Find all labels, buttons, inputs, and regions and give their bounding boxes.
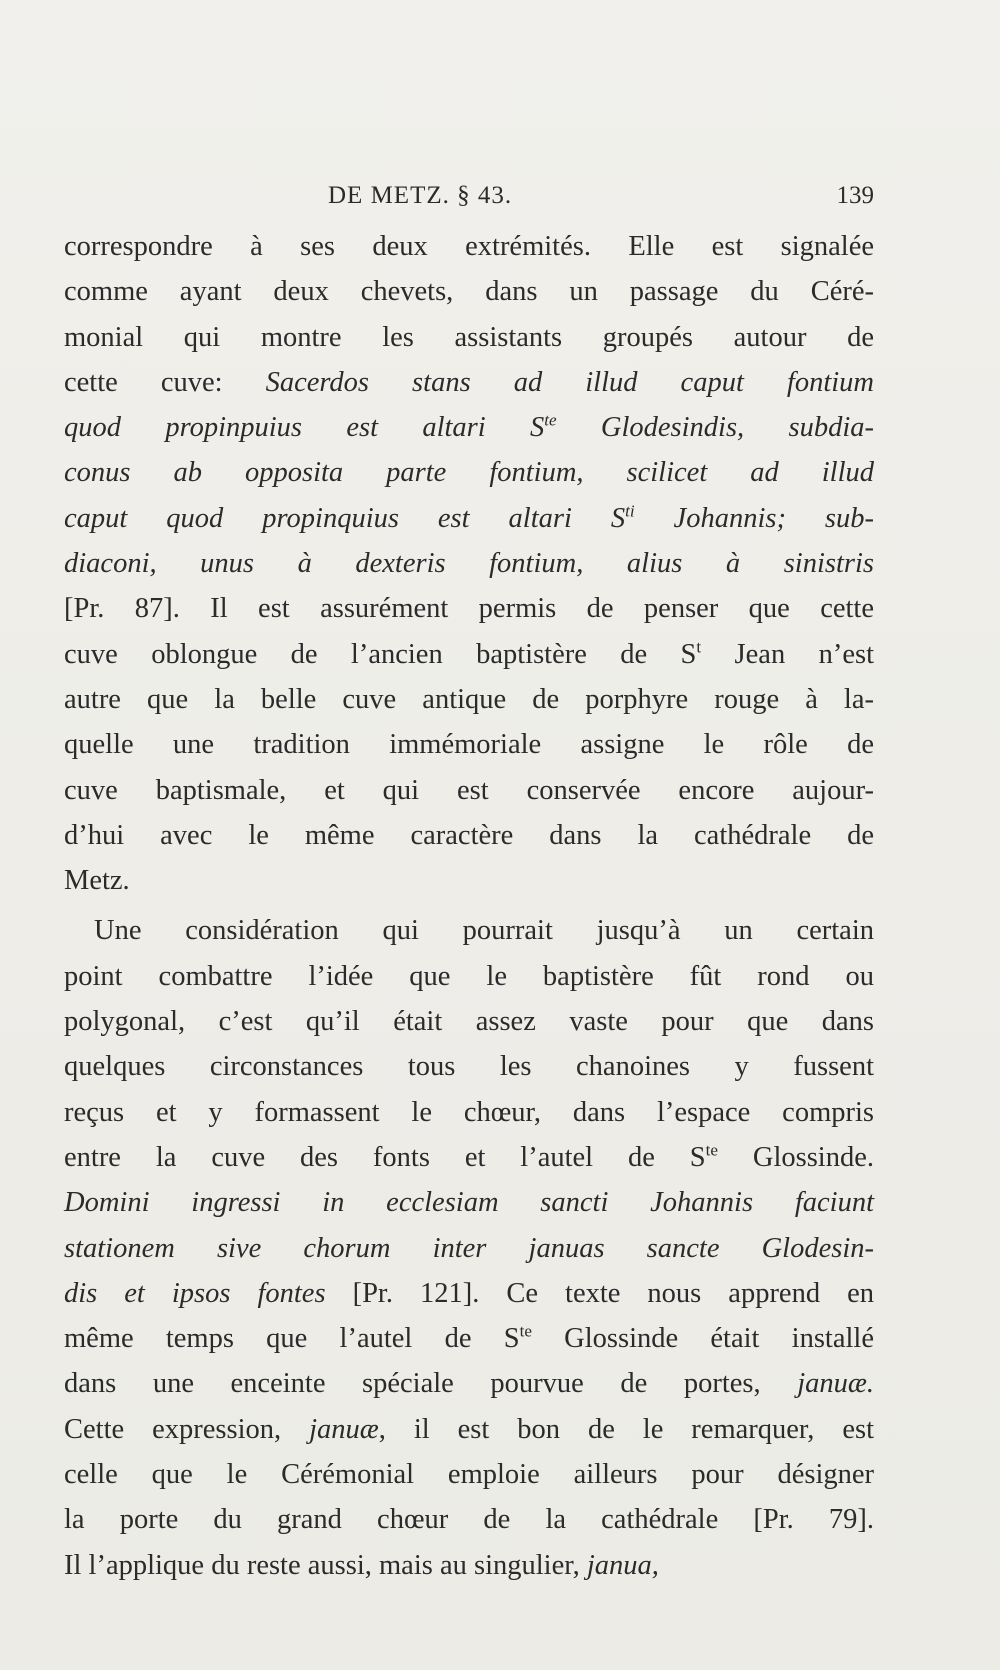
body-text xyxy=(64,224,874,1588)
text-segment: entre la cuve des fonts et l’autel de S xyxy=(64,1141,706,1173)
text-segment: [Pr. 87]. Il est assurément permis de penser que cette xyxy=(64,593,874,625)
text-line xyxy=(64,360,874,405)
text-line xyxy=(64,1180,874,1225)
text-line xyxy=(64,1135,874,1180)
superscript: ti xyxy=(625,501,635,521)
text-segment: Il l’applique du reste aussi, mais au singulier, xyxy=(64,1549,587,1581)
text-line xyxy=(64,405,874,450)
text-segment: cette cuve: xyxy=(64,366,266,398)
text-segment: cuve oblongue de l’ancien baptistère de S xyxy=(64,638,697,670)
text-line xyxy=(64,1226,874,1271)
text-segment: [Pr. 121]. Ce texte nous apprend en xyxy=(325,1277,874,1309)
text-line xyxy=(64,1407,874,1452)
text-segment: Cette expression, xyxy=(64,1413,310,1445)
text-line xyxy=(64,768,874,813)
italic-text: januæ xyxy=(309,1413,379,1445)
text-line xyxy=(64,1316,874,1361)
text-segment: point combattre l’idée que le baptistère fût rond ou xyxy=(64,960,874,992)
running-head: DE METZ. § 43. xyxy=(328,182,513,209)
text-line xyxy=(64,632,874,677)
italic-text: stationem sive chorum inter januas sancte Glodesin- xyxy=(64,1232,874,1264)
text-segment: Jean n’est xyxy=(701,638,874,670)
text-segment: la porte du grand chœur de la cathédrale [Pr. 79]. xyxy=(64,1504,874,1536)
text-line xyxy=(64,722,874,767)
text-line xyxy=(64,315,874,360)
text-line xyxy=(64,908,874,953)
text-line xyxy=(64,1452,874,1497)
text-segment: Metz. xyxy=(64,865,130,897)
text-line xyxy=(64,224,874,269)
text-segment: cuve baptismale, et qui est conservée encore aujour- xyxy=(64,774,874,806)
text-line xyxy=(64,1361,874,1406)
text-segment: comme ayant deux chevets, dans un passage du Céré- xyxy=(64,276,874,308)
text-line xyxy=(64,1271,874,1316)
text-segment: dans une enceinte spéciale pourvue de portes, xyxy=(64,1368,798,1400)
text-segment: Une considération qui pourrait jusqu’à un certain xyxy=(94,915,874,947)
text-segment: d’hui avec le même caractère dans la cathédrale de xyxy=(64,819,874,851)
italic-text: diaconi, unus à dexteris fontium, alius à sinistris xyxy=(64,548,874,580)
text-segment: même temps que l’autel de S xyxy=(64,1323,520,1355)
italic-text: Sacerdos stans ad illud caput fontium xyxy=(265,366,874,398)
text-segment: celle que le Cérémonial emploie ailleurs pour désigner xyxy=(64,1459,874,1491)
text-line xyxy=(64,541,874,586)
text-line xyxy=(64,496,874,541)
text-segment: , il est bon de le remarquer, est xyxy=(378,1413,874,1445)
text-segment: monial qui montre les assistants groupés autour de xyxy=(64,321,874,353)
italic-text: conus ab opposita parte fontium, scilicet ad illud xyxy=(64,457,874,489)
text-line xyxy=(64,1044,874,1089)
superscript: te xyxy=(519,1321,532,1341)
italic-text: Johannis; sub- xyxy=(634,502,874,534)
text-line xyxy=(64,450,874,495)
text-line xyxy=(64,813,874,858)
superscript: t xyxy=(696,637,702,657)
text-segment: polygonal, c’est qu’il était assez vaste pour que dans xyxy=(64,1006,874,1038)
italic-text: Glodesindis, subdia- xyxy=(556,412,875,444)
text-segment: quelques circonstances tous les chanoines y fussent xyxy=(64,1051,874,1083)
italic-text: dis et ipsos fontes xyxy=(64,1277,326,1309)
text-line xyxy=(64,269,874,314)
text-line xyxy=(64,586,874,631)
text-line xyxy=(64,1543,874,1588)
text-line xyxy=(64,1497,874,1542)
text-segment: reçus et y formassent le chœur, dans l’espace compris xyxy=(64,1096,874,1128)
page-number: 139 xyxy=(836,182,874,209)
page-header xyxy=(64,176,874,216)
text-line xyxy=(64,954,874,999)
text-segment: Glossinde. xyxy=(717,1141,874,1173)
text-line xyxy=(64,999,874,1044)
text-line xyxy=(64,1090,874,1135)
italic-text: januæ. xyxy=(797,1368,874,1400)
superscript: te xyxy=(544,410,557,430)
italic-text: janua, xyxy=(586,1549,659,1581)
italic-text: quod propinpuius est altari S xyxy=(64,412,545,444)
text-segment: quelle une tradition immémoriale assigne le rôle de xyxy=(64,729,874,761)
text-line xyxy=(64,858,874,903)
text-segment: autre que la belle cuve antique de porphyre rouge à la- xyxy=(64,683,874,715)
text-line xyxy=(64,677,874,722)
italic-text: caput quod propinquius est altari S xyxy=(64,502,626,534)
text-segment: correspondre à ses deux extrémités. Elle est signalée xyxy=(64,231,874,262)
text-segment: Glossinde était installé xyxy=(531,1323,874,1355)
italic-text: Domini ingressi in ecclesiam sancti Johannis faciunt xyxy=(64,1187,874,1219)
superscript: te xyxy=(705,1140,718,1160)
